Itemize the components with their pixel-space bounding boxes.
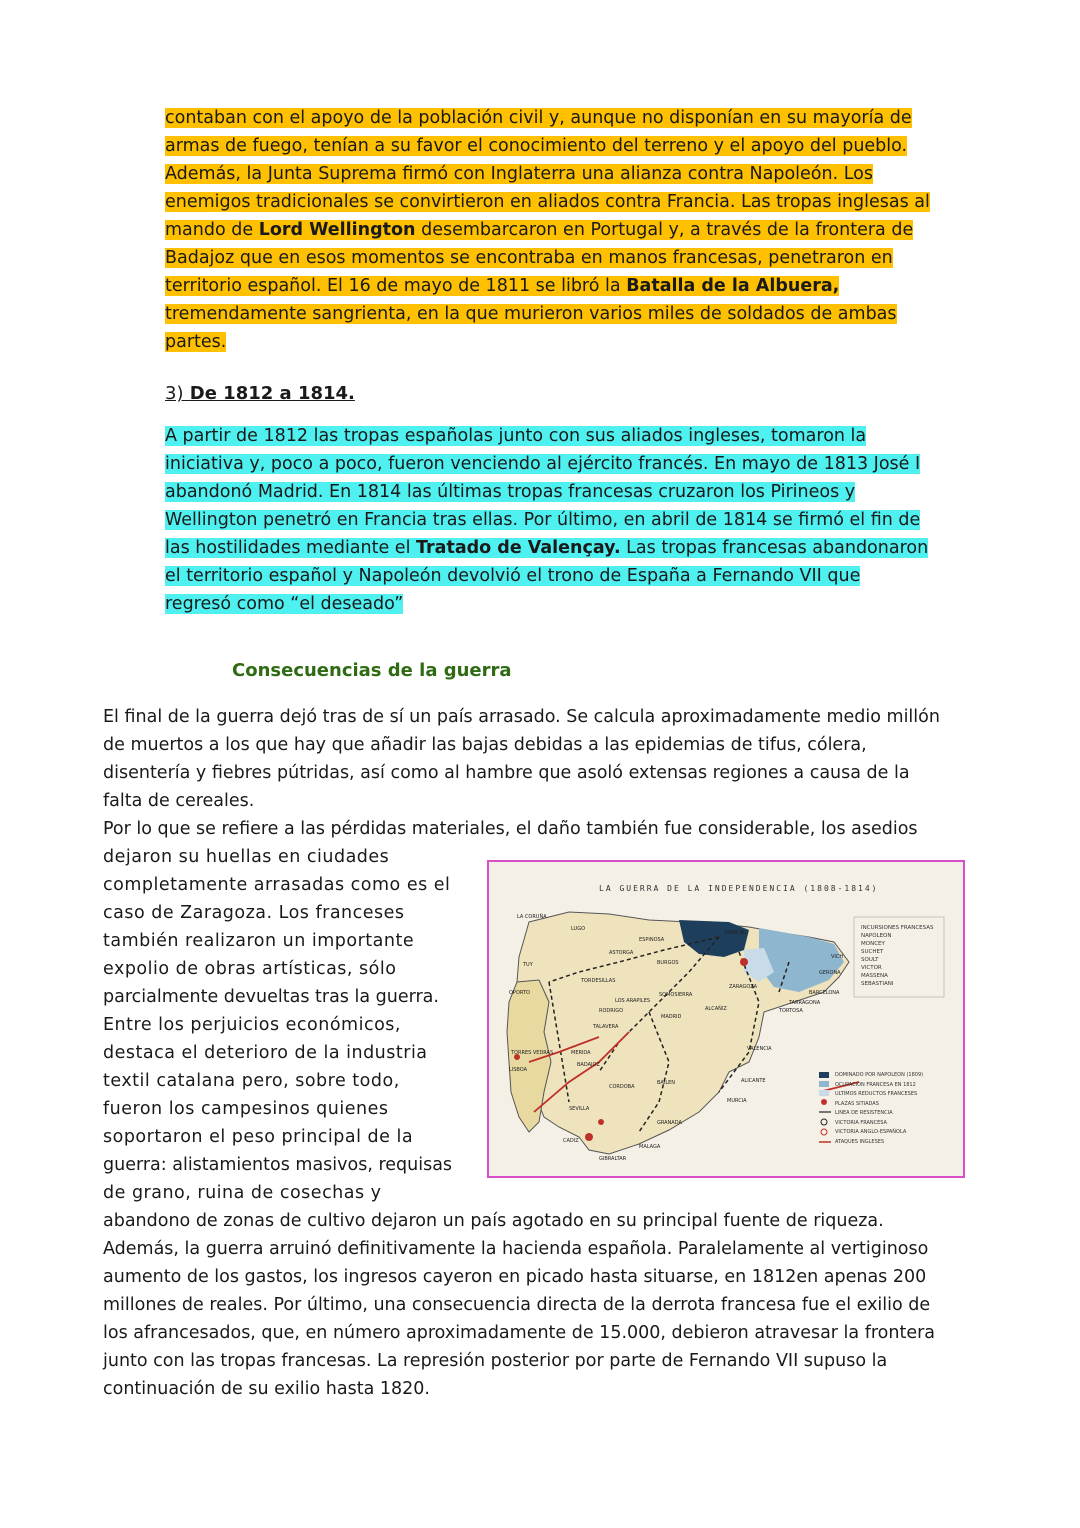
place-label: MURCIA bbox=[727, 1098, 747, 1104]
place-label: MADRID bbox=[661, 1014, 682, 1020]
place-label: TORRES VEDRAS bbox=[511, 1050, 554, 1056]
place-label: GRANADA bbox=[657, 1120, 682, 1126]
legend-item: MASSENA bbox=[861, 973, 888, 979]
text-line: destaca el deterioro de la industria bbox=[103, 1043, 428, 1063]
text-line: fueron los campesinos quienes bbox=[103, 1099, 389, 1119]
place-label: SOMOSIERRA bbox=[659, 992, 693, 998]
text-line: armas de fuego, tenían a su favor el conocimiento del terreno y el apoyo del pueblo. bbox=[165, 136, 908, 156]
place-label: VICH bbox=[831, 954, 844, 960]
place-label: GIBRALTAR bbox=[599, 1156, 627, 1162]
place-label: RODRIGO bbox=[599, 1008, 624, 1014]
text-line: caso de Zaragoza. Los franceses bbox=[103, 903, 405, 923]
legend-item: VICTORIA FRANCESA bbox=[835, 1119, 887, 1126]
place-label: BADAJOZ bbox=[577, 1062, 600, 1068]
bold-term: Lord Wellington bbox=[258, 220, 416, 240]
section-heading bbox=[165, 383, 355, 404]
place-label: TORTOSA bbox=[779, 1008, 803, 1014]
place-label: CADIZ bbox=[563, 1138, 579, 1144]
place-label: TALAVERA bbox=[593, 1024, 619, 1030]
bold-term: Batalla de la Albuera, bbox=[626, 276, 840, 296]
text-line: abandonó Madrid. En 1814 las últimas tropas francesas cruzaron los Pirineos y bbox=[165, 482, 856, 502]
legend-item: MONCEY bbox=[861, 941, 885, 947]
place-label: BARCELONA bbox=[809, 990, 840, 996]
text-line: A partir de 1812 las tropas españolas junto con sus aliados ingleses, tomaron la bbox=[165, 426, 867, 446]
text-line: Por lo que se refiere a las pérdidas materiales, el daño también fue considerable, los asedios bbox=[103, 819, 918, 839]
place-label: MALAGA bbox=[639, 1144, 661, 1150]
text-line: los afrancesados, que, en número aproximadamente de 15.000, debieron atravesar la frontera bbox=[103, 1323, 936, 1343]
text-line: contaban con el apoyo de la población civil y, aunque no disponían en su mayoría de bbox=[165, 108, 912, 128]
legend-item: VICTOR bbox=[861, 965, 882, 971]
place-label: ZARAGOZA bbox=[729, 984, 758, 990]
text-line: tremendamente sangrienta, en la que murieron varios miles de soldados de ambas bbox=[165, 304, 897, 324]
text-line: partes. bbox=[165, 332, 227, 352]
text-line: desembarcaron en Portugal y, a través de la frontera de bbox=[421, 220, 914, 240]
text-line: soportaron el peso principal de la bbox=[103, 1127, 414, 1147]
legend-item: SEBASTIANI bbox=[861, 981, 894, 987]
text-line: disentería y fiebres pútridas, así como al hambre que asoló extensas regiones a causa de la bbox=[103, 763, 910, 783]
legend-item: PLAZAS SITIADAS bbox=[835, 1100, 879, 1107]
text-line: de muertos a los que hay que añadir las bajas debidas a las epidemias de tifus, cólera, bbox=[103, 735, 867, 755]
place-labels bbox=[489, 862, 963, 1176]
place-label: LA CORUÑA bbox=[517, 914, 547, 920]
place-label: ASTORGA bbox=[609, 950, 634, 956]
text-line: Las tropas francesas abandonaron bbox=[626, 538, 929, 558]
place-label: MARCIAL bbox=[725, 930, 748, 936]
place-label: ESPINOSA bbox=[639, 937, 665, 943]
text-line: expolio de obras artísticas, sólo bbox=[103, 959, 397, 979]
place-label: SEVILLA bbox=[569, 1106, 590, 1112]
legend-item: ATAQUES INGLESES bbox=[835, 1138, 885, 1145]
legend-item: LINEA DE RESISTENCIA bbox=[835, 1110, 893, 1116]
bold-term: Tratado de Valençay. bbox=[416, 538, 621, 558]
legend-title: INCURSIONES FRANCESAS bbox=[861, 925, 934, 931]
consequences-title: Consecuencias de la guerra bbox=[232, 660, 512, 681]
text-line: millones de reales. Por último, una consecuencia directa de la derrota francesa fue el exilio de bbox=[103, 1295, 931, 1315]
legend-item: ULTIMOS REDUCTOS FRANCESES bbox=[835, 1091, 918, 1097]
text-line: también realizaron un importante bbox=[103, 931, 415, 951]
legend-item: VICTORIA ANGLO-ESPAÑOLA bbox=[835, 1129, 907, 1135]
text-line: textil catalana pero, sobre todo, bbox=[103, 1071, 400, 1091]
text-line: el territorio español y Napoleón devolvió el trono de España a Fernando VII que bbox=[165, 566, 861, 586]
legend-item: DOMINADO POR NAPOLEON (1809) bbox=[835, 1072, 924, 1078]
text-line: guerra: alistamientos masivos, requisas bbox=[103, 1155, 453, 1175]
place-label: ALCAÑIZ bbox=[705, 1006, 727, 1012]
text-line: Wellington penetró en Francia tras ellas. Por último, en abril de 1814 se firmó el fin de bbox=[165, 510, 921, 530]
text-line: iniciativa y, poco a poco, fueron venciendo al ejército francés. En mayo de 1813 José I bbox=[165, 454, 921, 474]
text-line: abandono de zonas de cultivo dejaron un país agotado en su principal fuente de riqueza. bbox=[103, 1211, 884, 1231]
text-line: Entre los perjuicios económicos, bbox=[103, 1015, 401, 1035]
heading-number: 3) bbox=[165, 383, 184, 404]
place-label: OPORTO bbox=[509, 990, 530, 996]
text-line: de grano, ruina de cosechas y bbox=[103, 1183, 382, 1203]
text-line: regresó como “el deseado” bbox=[165, 594, 404, 614]
place-label: CORDOBA bbox=[609, 1084, 635, 1090]
legend-item: SUCHET bbox=[861, 949, 884, 955]
text-line: falta de cereales. bbox=[103, 791, 255, 811]
text-line: enemigos tradicionales se convirtieron en aliados contra Francia. Las tropas inglesas al bbox=[165, 192, 930, 212]
text-line: El final de la guerra dejó tras de sí un país arrasado. Se calcula aproximadamente medio millón bbox=[103, 707, 940, 727]
legend-item: NAPOLEON bbox=[861, 933, 892, 939]
legend-item: SOULT bbox=[861, 957, 879, 963]
place-label: MERIDA bbox=[571, 1050, 591, 1056]
war-map-figure bbox=[487, 860, 965, 1178]
text-line: junto con las tropas francesas. La represión posterior por parte de Fernando VII supuso la bbox=[103, 1351, 888, 1371]
text-line: Badajoz que en esos momentos se encontraba en manos francesas, penetraron en bbox=[165, 248, 893, 268]
place-label: TORDESILLAS bbox=[581, 978, 616, 984]
text-line: dejaron su huellas en ciudades bbox=[103, 847, 390, 867]
place-label: ALICANTE bbox=[741, 1078, 766, 1084]
text-line: Además, la Junta Suprema firmó con Inglaterra una alianza contra Napoleón. Los bbox=[165, 164, 873, 184]
place-label: GERONA bbox=[819, 970, 841, 976]
place-label: LISBOA bbox=[509, 1067, 528, 1073]
map-title: LA GUERRA DE LA INDEPENDENCIA (1808-1814) bbox=[599, 884, 879, 893]
legend-item: OCUPACION FRANCESA EN 1812 bbox=[835, 1081, 916, 1088]
text-line: territorio español. El 16 de mayo de 1811 se libró la bbox=[165, 276, 621, 296]
place-label: LUGO bbox=[571, 926, 586, 932]
place-label: BURGOS bbox=[657, 960, 679, 966]
place-label: VALENCIA bbox=[747, 1046, 772, 1052]
text-line: continuación de su exilio hasta 1820. bbox=[103, 1379, 430, 1399]
place-label: TARRAGONA bbox=[789, 1000, 821, 1006]
heading-title: De 1812 a 1814. bbox=[189, 383, 355, 404]
place-label: LOS ARAPILES bbox=[615, 998, 651, 1004]
text-line: parcialmente devueltas tras la guerra. bbox=[103, 987, 439, 1007]
text-line: las hostilidades mediante el bbox=[165, 538, 411, 558]
place-label: TUY bbox=[523, 962, 533, 968]
text-line: Además, la guerra arruinó definitivamente la hacienda española. Paralelamente al vertiginoso bbox=[103, 1239, 929, 1259]
text-line: aumento de los gastos, los ingresos cayeron en picado hasta situarse, en 1812en apenas 200 bbox=[103, 1267, 927, 1287]
place-label: BAILEN bbox=[657, 1080, 676, 1086]
text-line: completamente arrasadas como es el bbox=[103, 875, 451, 895]
text-line: mando de bbox=[165, 220, 254, 240]
